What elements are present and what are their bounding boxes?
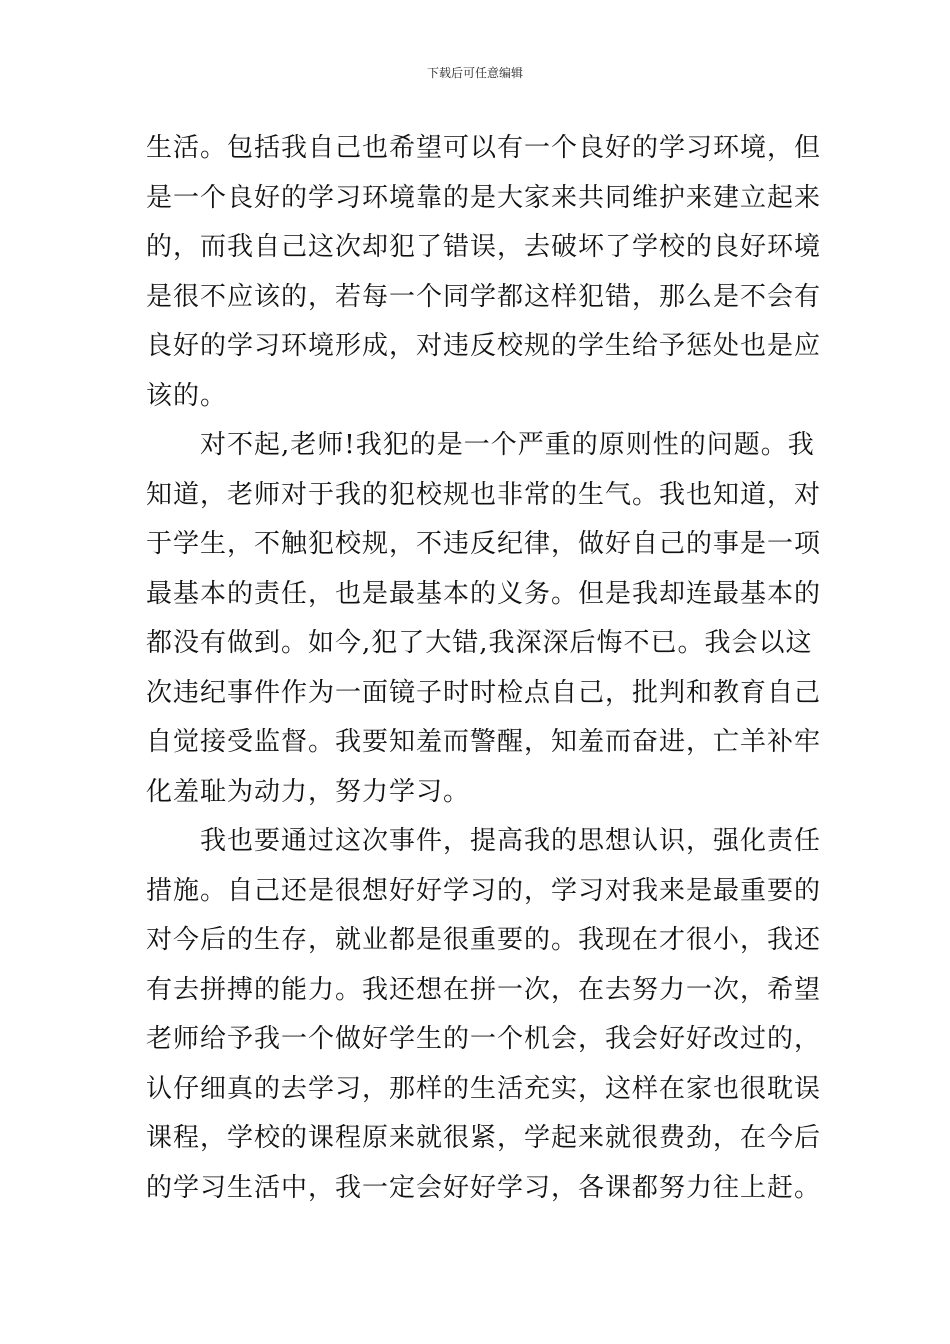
text-line: 对今后的生存，就业都是很重要的。我现在才很小，我还 (146, 925, 822, 955)
text-line: 老师给予我一个做好学生的一个机会，我会好好改过的， (146, 1024, 822, 1054)
text-line: 化羞耻为动力，努力学习。 (146, 776, 471, 807)
text-line: 是一个良好的学习环境靠的是大家来共同维护来建立起来 (146, 182, 822, 213)
text-line: 该的。 (146, 380, 228, 411)
text-line: 次违纪事件作为一面镜子时时检点自己，批判和教育自己 (146, 677, 822, 708)
text-line: 自觉接受监督。我要知羞而警醒，知羞而奋进，亡羊补牢 (146, 727, 822, 757)
text-line: 知道，老师对于我的犯校规也非常的生气。我也知道，对 (146, 479, 822, 510)
text-line: 我也要通过这次事件，提高我的思想认识，强化责任 (200, 826, 822, 856)
text-line: 都没有做到。如今,犯了大错,我深深后悔不已。我会以这 (146, 628, 813, 658)
paragraph-2 (146, 421, 822, 817)
page-header: 下载后可任意编辑 (426, 66, 523, 80)
paragraph-3 (146, 817, 822, 1213)
paragraph-1 (146, 124, 822, 421)
text-line: 生活。包括我自己也希望可以有一个良好的学习环境，但 (146, 133, 822, 163)
text-line: 最基本的责任，也是最基本的义务。但是我却连最基本的 (146, 578, 822, 609)
text-line: 于学生，不触犯校规，不违反纪律，做好自己的事是一项 (146, 529, 822, 559)
text-line: 措施。自己还是很想好好学习的，学习对我来是最重要的 (146, 875, 822, 906)
text-line: 良好的学习环境形成，对违反校规的学生给予惩处也是应 (146, 331, 822, 361)
text-line: 是很不应该的，若每一个同学都这样犯错，那么是不会有 (146, 281, 822, 312)
text-line: 的，而我自己这次却犯了错误，去破坏了学校的良好环境 (146, 232, 822, 262)
text-line: 对不起,老师!我犯的是一个严重的原则性的问题。我 (200, 430, 815, 460)
text-line: 课程，学校的课程原来就很紧，学起来就很费劲，在今后 (146, 1123, 822, 1153)
text-line: 有去拼搏的能力。我还想在拼一次，在去努力一次，希望 (146, 974, 822, 1005)
text-line: 认仔细真的去学习，那样的生活充实，这样在家也很耽误 (146, 1073, 822, 1104)
text-line: 的学习生活中，我一定会好好学习，各课都努力往上赶。 (146, 1172, 822, 1203)
document-body (146, 124, 822, 1213)
